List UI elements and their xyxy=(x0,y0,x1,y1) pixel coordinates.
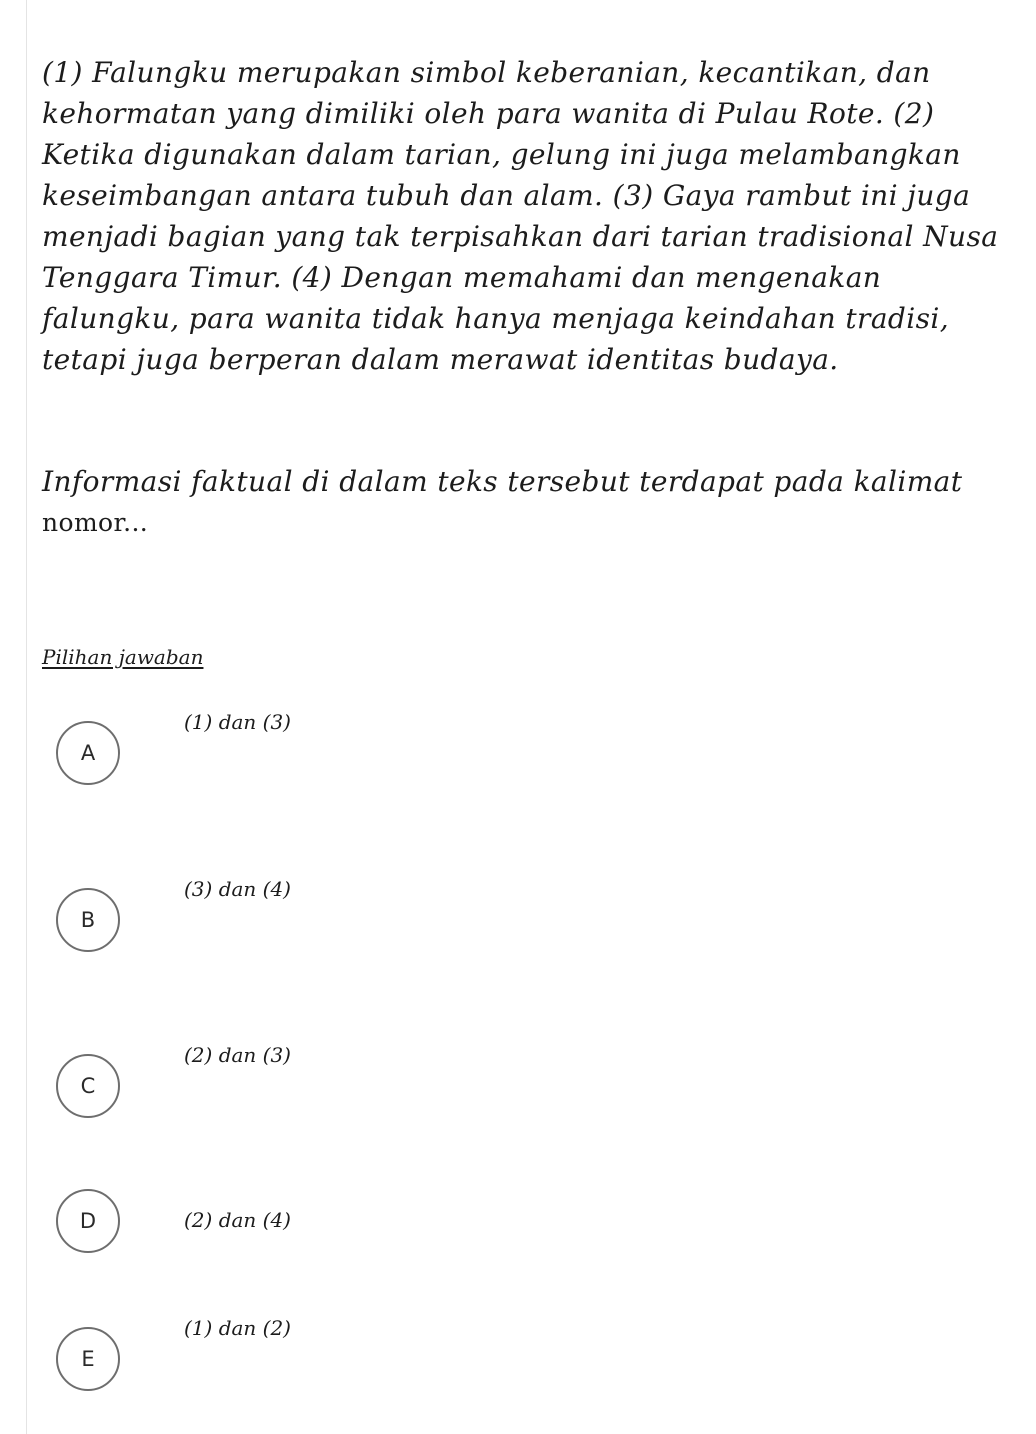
content-left-border xyxy=(26,0,27,1434)
option-d-letter-circle[interactable]: D xyxy=(56,1189,120,1253)
option-b-text[interactable]: (3) dan (4) xyxy=(184,877,291,901)
option-a-text[interactable]: (1) dan (3) xyxy=(184,710,291,734)
question-line-1: Informasi faktual di dalam teks tersebut terdapat pada kalimat xyxy=(42,465,963,498)
option-b[interactable] xyxy=(56,877,656,965)
option-e[interactable] xyxy=(56,1316,656,1404)
reading-passage: (1) Falungku merupakan simbol keberanian, kecantikan, dan kehormatan yang dimiliki oleh para wanita di Pulau Rote. (2) Ketika digunakan dalam tarian, gelung ini juga melambangkan keseimbangan antara tubuh dan alam. (3) Gaya rambut ini juga menjadi bagian yang tak terpisahkan dari tarian tradisional Nusa Tenggara Timur. (4) Dengan memahami dan mengenakan falungku, para wanita tidak hanya menjaga keindahan tradisi, tetapi juga berperan dalam merawat identitas budaya. xyxy=(42,56,999,376)
question-line-2: nomor... xyxy=(42,508,149,537)
option-a-letter-circle[interactable]: A xyxy=(56,721,120,785)
option-b-letter-circle[interactable]: B xyxy=(56,888,120,952)
question-text xyxy=(42,461,1022,543)
option-c[interactable] xyxy=(56,1043,656,1131)
option-e-text[interactable]: (1) dan (2) xyxy=(184,1316,291,1340)
option-a[interactable] xyxy=(56,710,656,798)
answers-label: Pilihan jawaban xyxy=(42,645,204,669)
option-d-text[interactable]: (2) dan (4) xyxy=(184,1208,291,1232)
option-e-letter-circle[interactable]: E xyxy=(56,1327,120,1391)
option-d[interactable] xyxy=(56,1186,656,1266)
option-c-letter-circle[interactable]: C xyxy=(56,1054,120,1118)
option-c-text[interactable]: (2) dan (3) xyxy=(184,1043,291,1067)
